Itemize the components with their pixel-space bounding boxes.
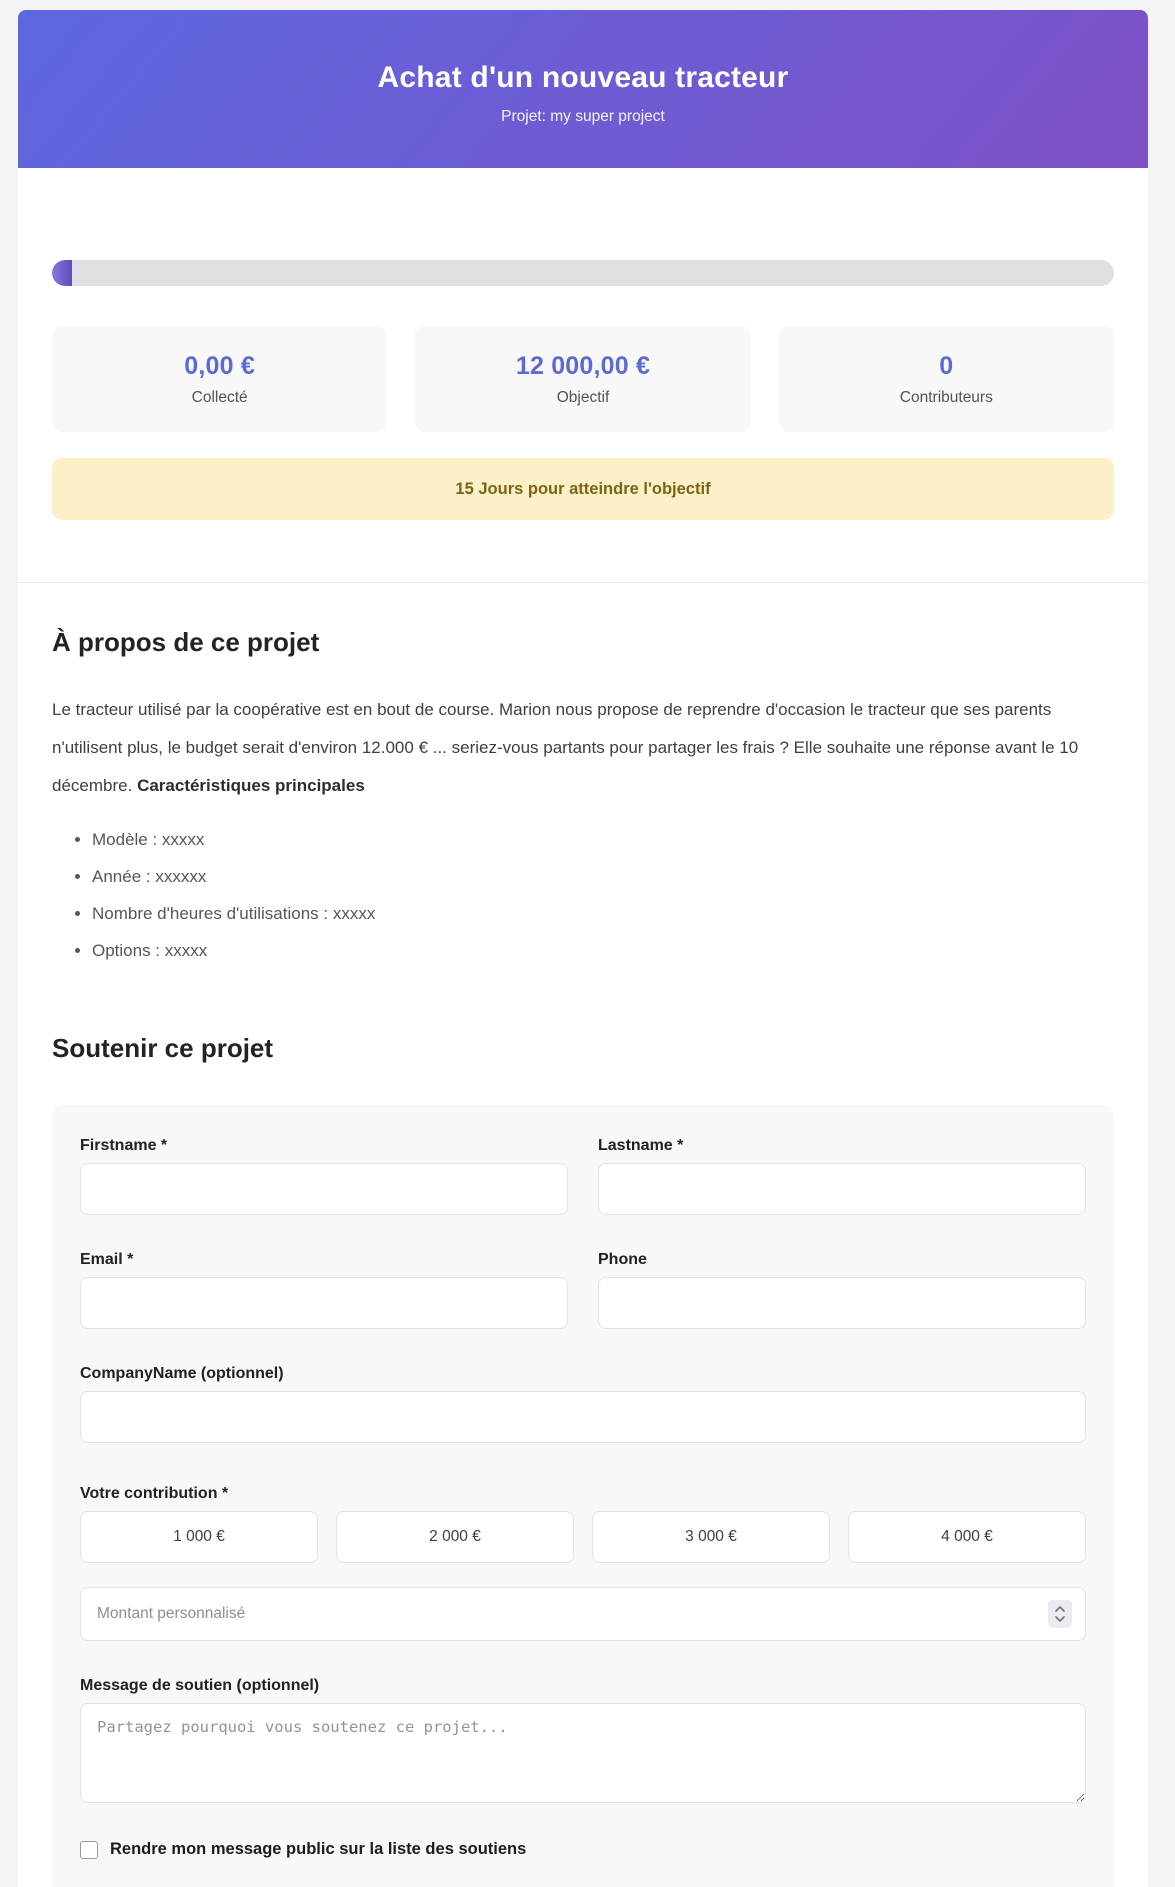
- amount-button-4000[interactable]: 4 000 €: [848, 1511, 1086, 1563]
- about-heading: À propos de ce projet: [52, 627, 320, 657]
- lastname-input[interactable]: [598, 1163, 1086, 1215]
- lastname-label: Lastname *: [598, 1137, 684, 1154]
- deadline-banner: [52, 458, 1114, 520]
- message-label: Message de soutien (optionnel): [80, 1677, 320, 1694]
- email-label: Email *: [80, 1251, 134, 1268]
- support-heading: Soutenir ce projet: [52, 1033, 274, 1063]
- list-item-hours: • Nombre d'heures d'utilisations : xxxxx: [92, 895, 1114, 932]
- progress-bar: [52, 260, 1114, 286]
- firstname-field-group: [80, 1135, 568, 1215]
- contributors-value: 0: [939, 351, 954, 380]
- list-item-model: • Modèle : xxxxx: [92, 821, 1114, 858]
- amount-button-3000[interactable]: 3 000 €: [592, 1511, 830, 1563]
- page-title: Achat d'un nouveau tracteur: [377, 61, 789, 94]
- number-stepper-icon[interactable]: [1048, 1600, 1072, 1628]
- public-message-checkbox[interactable]: [80, 1841, 98, 1859]
- campaign-header: [18, 10, 1148, 168]
- stats-cards-row: [52, 326, 1114, 432]
- stat-card-goal: [415, 326, 750, 432]
- list-item-options: • Options : xxxxx: [92, 932, 1114, 969]
- lastname-field-group: [598, 1135, 1086, 1215]
- email-input[interactable]: [80, 1277, 568, 1329]
- amount-button-2000[interactable]: 2 000 €: [336, 1511, 574, 1563]
- custom-amount-wrap: [80, 1587, 1086, 1641]
- stat-card-collected: [52, 326, 387, 432]
- name-fields-row: [80, 1135, 1086, 1215]
- company-input[interactable]: [80, 1391, 1086, 1443]
- message-textarea[interactable]: [80, 1703, 1086, 1803]
- about-paragraph: [52, 691, 1114, 805]
- stats-section: [18, 260, 1148, 583]
- contact-fields-row: [80, 1215, 1086, 1329]
- collected-label: Collecté: [191, 388, 248, 406]
- progress-bar-fill: [52, 260, 72, 286]
- about-bullet-list: [52, 821, 1114, 969]
- collected-value: 0,00 €: [184, 351, 256, 380]
- message-field-group: [80, 1675, 1086, 1808]
- about-section: [18, 625, 1148, 969]
- page: [18, 0, 1148, 1887]
- public-message-row: [80, 1840, 1086, 1859]
- about-paragraph-text: Le tracteur utilisé par la coopérative est en bout de course. Marion nous propose de reprendre d'occasion le tracteur que ses parents n'utilisent plus, le budget serait d'environ 12.000 € ... seriez-vous partants pour partager les frais ? Elle souhaite une réponse avant le 10 décembre.: [52, 700, 1079, 795]
- company-label: CompanyName (optionnel): [80, 1365, 284, 1382]
- phone-field-group: [598, 1249, 1086, 1329]
- goal-value: 12 000,00 €: [515, 351, 651, 380]
- amount-button-1000[interactable]: 1 000 €: [80, 1511, 318, 1563]
- email-field-group: [80, 1249, 568, 1329]
- goal-label: Objectif: [556, 388, 610, 406]
- contributors-label: Contributeurs: [899, 388, 993, 406]
- stat-card-contributors: [779, 326, 1114, 432]
- phone-label: Phone: [598, 1251, 647, 1268]
- custom-amount-input[interactable]: [80, 1587, 1086, 1641]
- contribution-label: Votre contribution *: [80, 1485, 229, 1502]
- support-section: [18, 1031, 1148, 1887]
- support-form: [52, 1105, 1114, 1887]
- content-sheet: [18, 10, 1148, 1887]
- project-subtitle: Projet: my super project: [501, 108, 665, 125]
- firstname-input[interactable]: [80, 1163, 568, 1215]
- firstname-label: Firstname *: [80, 1137, 168, 1154]
- amount-options-row: [80, 1511, 1086, 1563]
- contribution-group: [80, 1483, 1086, 1641]
- public-message-label[interactable]: Rendre mon message public sur la liste des soutiens: [110, 1840, 527, 1858]
- list-item-year: • Année : xxxxxx: [92, 858, 1114, 895]
- about-paragraph-bold: Caractéristiques principales: [137, 776, 365, 795]
- deadline-banner-text: 15 Jours pour atteindre l'objectif: [455, 479, 711, 498]
- phone-input[interactable]: [598, 1277, 1086, 1329]
- company-field-group: [80, 1363, 1086, 1443]
